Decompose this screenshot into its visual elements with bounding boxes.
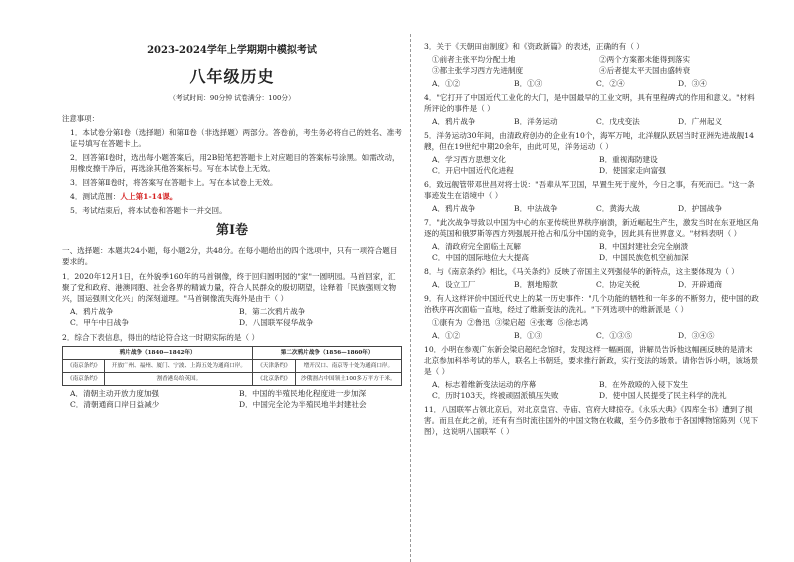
question-2-table — [62, 346, 402, 386]
left-column — [62, 0, 402, 410]
table-cell: 增开汉口、南京等十处为通商口岸。 — [295, 360, 401, 373]
option: B．第二次鸦片战争 — [239, 307, 306, 317]
statement: ①康有为 — [432, 318, 463, 327]
question-10-options — [424, 379, 760, 401]
question-7: 7．"此次战争导致以中国为中心的东亚传统世界秩序崩溃，新近崛起生产生，激发当时在东亚地区角逐的英国和俄罗斯等西方列强展开抢占和瓜分中国的竞争，因此具有世界意义。"材料表明（ ） — [424, 218, 759, 238]
statement: ③都主张学习西方先进制度 — [432, 66, 524, 75]
question-5-options — [424, 154, 760, 176]
table-cell: 《南京条约》 — [63, 360, 105, 373]
option: D．广州起义 — [678, 117, 723, 126]
exam-title: 2023-2024学年上学期期中模拟考试 — [147, 45, 317, 56]
option: B．①③ — [514, 79, 543, 88]
table-header-cell: 鸦片战争（1840—1842年） — [63, 347, 253, 360]
option: B．中国封建社会完全崩溃 — [599, 242, 689, 251]
option: A．鸦片战争 — [432, 204, 476, 213]
statement: ②两个方案都未能得到落实 — [599, 55, 691, 64]
table-cell: 《天津条约》 — [253, 360, 295, 373]
option: C．甲午中日战争 — [70, 318, 129, 328]
table-row — [63, 373, 402, 386]
statement: ③梁启超 — [494, 318, 526, 327]
question-1-options — [62, 306, 402, 328]
option: C．①③⑤ — [596, 331, 633, 340]
table-cell: 沙俄割占中国领土100多万平方千米。 — [295, 373, 401, 386]
option: D．八国联军侵华战争 — [239, 318, 314, 328]
option: A．标志着维新变法运动的序幕 — [432, 380, 537, 389]
question-9: 9．有人这样评价中国近代史上的某一历史事件："几个功能的牺牲和一年多的不断努力，使中国的政治秩序再次面临一直地，经过了维新变法的洗礼。"下列选项中的维新派是（ ） — [424, 294, 759, 314]
question-9-options — [424, 330, 760, 341]
option: A．设立工厂 — [432, 280, 476, 289]
option: A．①② — [432, 79, 461, 88]
question-6-options — [424, 203, 760, 214]
question-11: 11．八国联军占领北京后，对北京皇宫、寺庙、官府大肆掠夺。《永乐大典》《四库全书》遭到了损害。而且在此之前，还有有当时流往国外的中国文物在收藏，至今仍多散布于各国博物馆陈列（见下图），这说明八国联军（ ） — [424, 405, 759, 436]
option: A．①② — [432, 331, 461, 340]
exam-meta: （考试时间：90分钟 试卷满分：100分） — [169, 93, 295, 102]
question-9-statements — [424, 317, 760, 328]
option: D．③④ — [678, 79, 707, 88]
note-4 — [62, 191, 402, 202]
option: C．清朝通商口岸日益减少 — [70, 400, 160, 410]
statement: ④张骞 — [530, 318, 553, 327]
table-header-row — [63, 347, 402, 360]
option: D．③④⑤ — [678, 331, 715, 340]
note-2: 2．回答第Ⅰ卷时，选出每小题答案后，用2B铅笔把答题卡上对应题目的答案标号涂黑。如需改动，用橡皮擦干净后，再选涂其他答案标号。写在本试卷上无效。 — [70, 153, 400, 174]
option: D．使中国人民提受了民主科学的洗礼 — [599, 391, 727, 400]
option: C．黄海大战 — [596, 204, 640, 213]
question-5: 5．洋务运动30年间，由清政府创办的企业有10个，海军万吨，北洋舰队跃居当时亚洲先进战舰14艘，但在19世纪中期20余年，由此可见，洋务运动（ ） — [424, 131, 754, 151]
option: D．使国家走向富强 — [599, 166, 666, 175]
right-column — [424, 38, 760, 437]
table-cell: 开放广州、福州、厦门、宁波、上海五处为通商口岸。 — [105, 360, 253, 373]
option: B．中法战争 — [514, 204, 558, 213]
option: D．中国完全沦为半殖民地半封建社会 — [239, 400, 367, 410]
option: B．割地赔款 — [514, 280, 558, 289]
option: C．开启中国近代化进程 — [432, 166, 514, 175]
question-4: 4．"它打开了中国近代工业化的大门，是中国最早的工业文明，具有里程碑式的作用和意义。"材料所评论的事件是（ ） — [424, 93, 755, 113]
question-3-statements — [424, 54, 760, 76]
option: D．开辟通商 — [678, 280, 723, 289]
statement: ②鲁迅 — [467, 318, 490, 327]
option: C．戊戌变法 — [596, 117, 640, 126]
statement: ⑤徐志鸿 — [557, 318, 588, 327]
option: C．协定关税 — [596, 280, 640, 289]
section-1-instructions: 一、选择题：本题共24小题，每小题2分，共48分。在每小题给出的四个选项中，只有一项符合题目要求的。 — [62, 246, 398, 267]
question-6: 6．致远舰管带邓世昌对将士说："吾辈从军卫国，早置生死于度外，今日之事，有死而已。"这一条事迹发生在语境中（ ） — [424, 180, 755, 200]
question-8-options — [424, 279, 760, 290]
option: D．护国战争 — [678, 204, 723, 213]
table-cell: 割香港岛给英国。 — [105, 373, 253, 386]
option: B．在外敌殴的入侵下发生 — [599, 380, 689, 389]
note-4-scope: 人上第1-14课。 — [120, 192, 178, 202]
table-cell: 《南京条约》 — [63, 373, 105, 386]
note-5: 5．考试结束后，将本试卷和答题卡一并交回。 — [70, 206, 227, 216]
question-4-options — [424, 116, 760, 127]
option: A．清朝主动开放力度加强 — [70, 389, 160, 399]
option: B．洋务运动 — [514, 117, 558, 126]
question-7-options — [424, 241, 760, 263]
notes-heading: 注意事项： — [62, 113, 99, 123]
volume-heading: 第Ⅰ卷 — [215, 223, 249, 239]
note-3: 3．回答第Ⅱ卷时，将答案写在答题卡上。写在本试卷上无效。 — [70, 178, 278, 188]
question-1: 1．2020年12月1日，在外貌季160年的马首铜像，终于回归圆明园的"家"一圆明园。马首回家，汇聚了党和政府、港澳同胞、社会各界的精诚力量，符合人民群众的殷切期望，诠释着「民族强则文物兴，国运强则文化兴」的深刻道理。"马首铜像流失海外是由于（ ） — [62, 272, 397, 304]
question-3-options — [424, 78, 760, 89]
option: A．鸦片战争 — [432, 117, 476, 126]
question-2-options — [62, 388, 402, 410]
option: B．①③ — [514, 331, 543, 340]
option: A．鸦片战争 — [70, 307, 114, 317]
option: C．中国的国际地位大大提高 — [432, 253, 529, 262]
option: A．清政府完全面临土瓦解 — [432, 242, 522, 251]
table-cell: 《北京条约》 — [253, 373, 295, 386]
question-8: 8．与《南京条约》相比，《马关条约》反映了帝国主义列强侵华的新特点，这主要体现为（ ） — [424, 267, 739, 276]
statement: ④后者提太平天国由盛转衰 — [599, 66, 691, 75]
question-3: 3．关于《天朝田亩制度》和《资政新篇》的表述，正确的有（ ） — [424, 42, 644, 51]
table-header-cell: 第二次鸦片战争（1856—1860年） — [253, 347, 402, 360]
option: A．学习西方思想文化 — [432, 155, 506, 164]
note-1: 1．本试卷分第Ⅰ卷（选择题）和第Ⅱ卷（非选择题）两部分。答卷前，考生务必将自己的姓名、准考证号填写在答题卡上。 — [70, 128, 402, 149]
option: C．历时103天，终被顽固派镇压失败 — [432, 391, 559, 400]
option: D．中国民族危机空前加深 — [599, 253, 689, 262]
question-2: 2．综合下表信息，得出的结论符合这一时期实际的是（ ） — [62, 333, 260, 343]
column-divider — [410, 34, 411, 562]
exam-subject: 八年级历史 — [189, 66, 275, 86]
statement: ①前者主张平均分配土地 — [432, 55, 516, 64]
option: B．重视海防建设 — [599, 155, 658, 164]
question-10: 10．小明在参观广东新会梁启超纪念馆时，发现这样一幅画面，讲解员告诉他这幅画反映的是清末北京参加科举考试的举人，联名上书朝廷，要求推行新政，实行变法的场景。请你告诉小明，该场景是（ ） — [424, 345, 759, 376]
note-4-prefix: 4．测试范围： — [70, 192, 121, 202]
option: B．中国的半殖民地化程度进一步加深 — [239, 389, 367, 399]
option: C．②④ — [596, 79, 625, 88]
table-row — [63, 360, 402, 373]
